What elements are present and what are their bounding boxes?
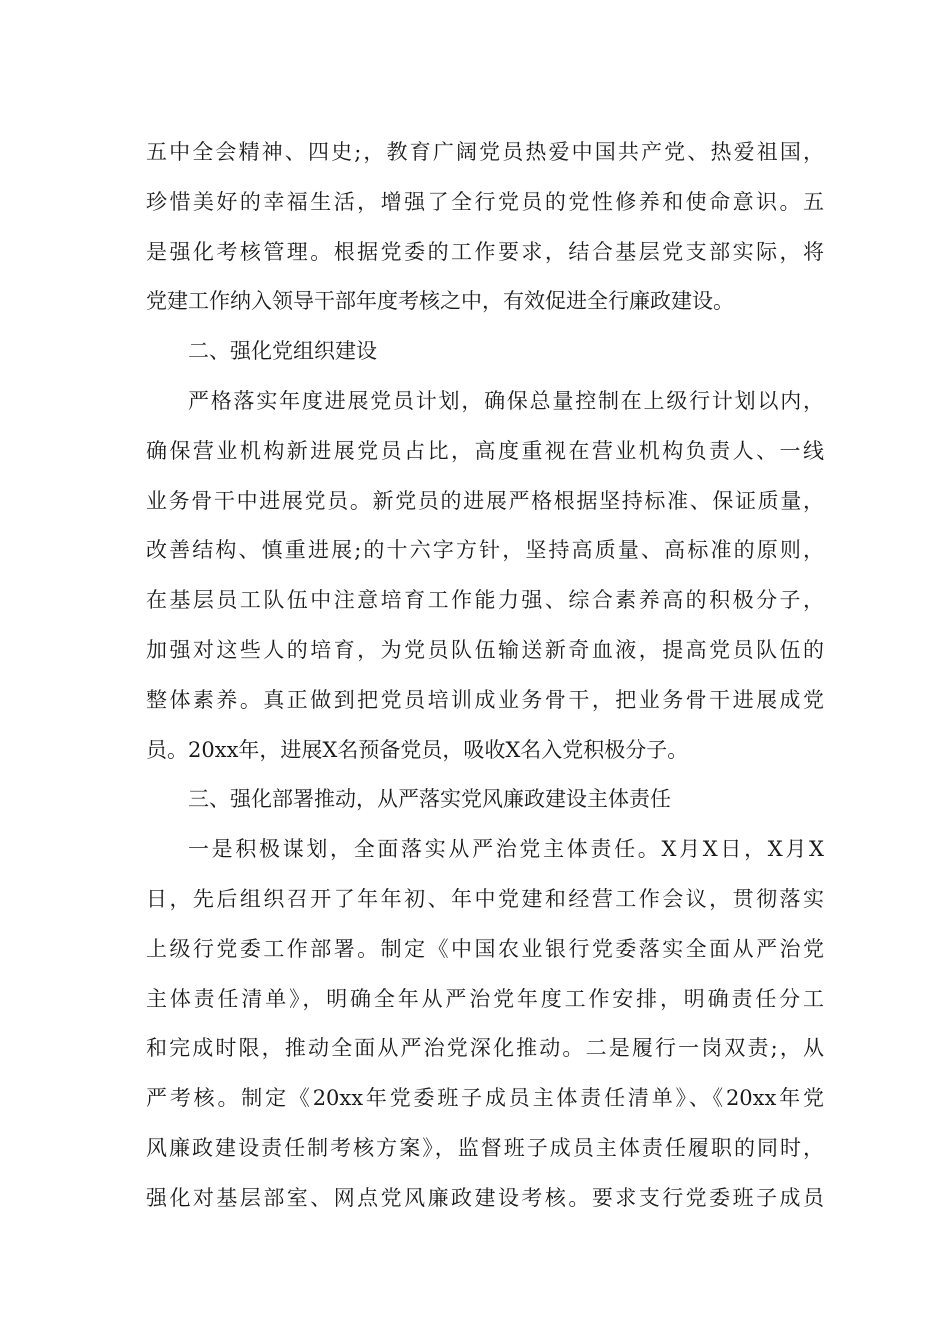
document-body <box>146 128 824 1224</box>
text-line: 珍惜美好的幸福生活，增强了全行党员的党性修养和使命意识。五 <box>146 189 824 214</box>
text-line: 一是积极谋划，全面落实从严治党主体责任。X月X日，X月X <box>188 837 824 862</box>
text-line: 是强化考核管理。根据党委的工作要求，结合基层党支部实际，将 <box>146 239 824 264</box>
text-line: 党建工作纳入领导干部年度考核之中，有效促进全行廉政建设。 <box>146 289 734 314</box>
text-line: 风廉政建设责任制考核方案》，监督班子成员主体责任履职的同时， <box>146 1135 824 1160</box>
section-heading: 二、强化党组织建设 <box>188 339 377 364</box>
text-line: 业务骨干中进展党员。新党员的进展严格根据坚持标准、保证质量， <box>146 488 824 513</box>
text-line: 加强对这些人的培育，为党员队伍输送新奇血液，提高党员队伍的 <box>146 637 824 662</box>
text-line: 日，先后组织召开了年年初、年中党建和经营工作会议，贯彻落实 <box>146 886 824 911</box>
text-line: 在基层员工队伍中注意培育工作能力强、综合素养高的积极分子， <box>146 588 824 613</box>
text-line: 整体素养。真正做到把党员培训成业务骨干，把业务骨干进展成党 <box>146 687 824 712</box>
text-line: 主体责任清单》，明确全年从严治党年度工作安排，明确责任分工 <box>146 986 824 1011</box>
text-line: 严格落实年度进展党员计划，确保总量控制在上级行计划以内， <box>188 388 824 413</box>
text-line: 确保营业机构新进展党员占比，高度重视在营业机构负责人、一线 <box>146 438 824 463</box>
text-line: 严考核。制定《20xx年党委班子成员主体责任清单》、《20xx年党 <box>146 1086 824 1111</box>
text-line: 改善结构、慎重进展;的十六字方针，坚持高质量、高标准的原则， <box>146 538 824 563</box>
text-line: 上级行党委工作部署。制定《中国农业银行党委落实全面从严治党 <box>146 936 824 961</box>
text-line: 五中全会精神、四史;，教育广阔党员热爱中国共产党、热爱祖国， <box>146 140 824 164</box>
section-heading: 三、强化部署推动，从严落实党风廉政建设主体责任 <box>188 787 671 812</box>
text-line: 员。20xx年，进展X名预备党员，吸收X名入党积极分子。 <box>146 737 689 762</box>
text-line: 强化对基层部室、网点党风廉政建设考核。要求支行党委班子成员 <box>146 1185 824 1210</box>
text-line: 和完成时限，推动全面从严治党深化推动。二是履行一岗双责;，从 <box>146 1036 824 1061</box>
